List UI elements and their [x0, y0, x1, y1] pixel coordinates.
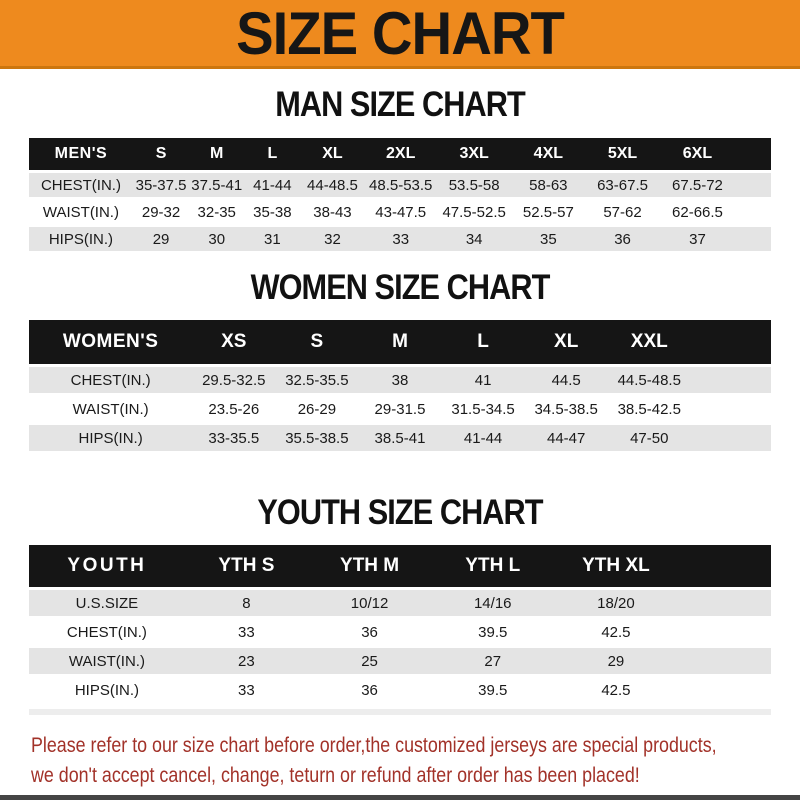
table-row — [29, 227, 771, 251]
spacer-cell — [691, 320, 771, 364]
table-row — [29, 425, 771, 451]
size-cell: 44.5-48.5 — [617, 371, 681, 389]
size-cell: 14/16 — [473, 594, 512, 612]
size-cell: 18/20 — [597, 594, 635, 612]
bottom-bar — [0, 795, 800, 800]
footer-line-1: Please refer to our size chart before order,the customized jerseys are special products, — [31, 734, 717, 757]
row-label: WAIST(IN.) — [42, 203, 119, 221]
size-cell: 32 — [324, 230, 341, 248]
womens-header-row — [29, 320, 771, 364]
size-cell: 47-50 — [630, 429, 669, 447]
size-column-header: YTH M — [340, 555, 400, 576]
size-column-header: M — [392, 331, 408, 352]
man-size-table-container — [0, 135, 800, 254]
size-column-header: L — [267, 145, 278, 162]
size-column-header: M — [210, 145, 224, 162]
size-cell: 44-48.5 — [307, 176, 358, 194]
size-cell: 31.5-34.5 — [451, 400, 515, 418]
youth-size-table-container — [0, 542, 800, 706]
size-column-header: 4XL — [533, 145, 564, 162]
row-label: WAIST(IN.) — [68, 652, 145, 670]
size-cell: 36 — [614, 230, 631, 248]
size-cell: 39.5 — [478, 681, 508, 699]
size-column-header: 6XL — [682, 145, 713, 162]
spacer-cell — [735, 200, 771, 224]
table-row — [29, 396, 771, 422]
women-size-table-container — [0, 317, 800, 454]
womens-table-label: WOMEN'S — [62, 331, 159, 352]
size-cell: 41 — [474, 371, 492, 389]
women-section-title: WOMEN SIZE CHART — [250, 266, 550, 307]
size-cell: 29 — [152, 230, 170, 248]
size-column-header: XXL — [630, 331, 668, 352]
size-cell: 37 — [689, 230, 706, 248]
man-section-title: MAN SIZE CHART — [275, 83, 525, 124]
size-cell: 48.5-53.5 — [369, 176, 433, 194]
size-column-header: 3XL — [459, 145, 489, 162]
size-cell: 23.5-26 — [208, 400, 260, 418]
table-row — [29, 173, 771, 197]
youth-table-label: YOUTH — [67, 555, 147, 576]
size-cell: 42.5 — [601, 681, 631, 699]
size-cell: 39.5 — [478, 623, 508, 641]
table-row — [29, 619, 771, 645]
size-cell: 36 — [361, 623, 378, 641]
size-column-header: S — [310, 331, 324, 352]
size-cell: 8 — [242, 594, 251, 612]
size-cell: 33 — [238, 623, 255, 641]
size-cell: 52.5-57 — [522, 203, 574, 221]
size-cell: 35.5-38.5 — [285, 429, 349, 447]
size-cell: 29.5-32.5 — [202, 371, 266, 389]
footer-note — [0, 715, 800, 791]
spacer-cell — [691, 396, 771, 422]
size-cell: 34.5-38.5 — [534, 400, 598, 418]
size-cell: 47.5-52.5 — [442, 203, 506, 221]
mens-table-label: MEN'S — [54, 145, 108, 162]
spacer-cell — [678, 677, 772, 703]
size-cell: 25 — [361, 652, 378, 670]
row-label: HIPS(IN.) — [74, 681, 139, 699]
table-row — [29, 367, 771, 393]
size-cell: 38.5-42.5 — [617, 400, 681, 418]
youth-section-title: YOUTH SIZE CHART — [257, 491, 543, 532]
row-label: HIPS(IN.) — [48, 230, 114, 248]
size-cell: 33 — [238, 681, 255, 699]
size-cell: 38 — [391, 371, 409, 389]
spacer-cell — [678, 590, 772, 616]
size-cell: 10/12 — [350, 594, 389, 612]
size-cell: 34 — [465, 230, 483, 248]
size-cell: 38-43 — [313, 203, 352, 221]
row-label: HIPS(IN.) — [78, 429, 143, 447]
size-cell: 53.5-58 — [448, 176, 500, 194]
size-cell: 62-66.5 — [672, 203, 723, 221]
row-label: CHEST(IN.) — [66, 623, 147, 641]
table-row — [29, 200, 771, 224]
size-cell: 42.5 — [601, 623, 631, 641]
size-column-header: YTH XL — [582, 555, 650, 576]
size-cell: 43-47.5 — [375, 203, 427, 221]
size-cell: 57-62 — [603, 203, 642, 221]
banner — [0, 0, 800, 69]
size-cell: 32.5-35.5 — [285, 371, 349, 389]
size-column-header: XS — [221, 331, 247, 352]
size-cell: 31 — [264, 230, 281, 248]
size-cell: 29 — [607, 652, 625, 670]
size-cell: 29-32 — [141, 203, 181, 221]
table-row — [29, 677, 771, 703]
spacer-cell — [678, 545, 772, 587]
mens-header-row — [29, 138, 771, 170]
size-column-header: XL — [554, 331, 579, 352]
size-cell: 35-37.5 — [135, 176, 187, 194]
row-label: CHEST(IN.) — [70, 371, 151, 389]
size-column-header: S — [155, 145, 167, 162]
row-label: WAIST(IN.) — [72, 400, 149, 418]
row-label: CHEST(IN.) — [40, 176, 121, 194]
spacer-cell — [735, 138, 771, 170]
size-cell: 63-67.5 — [597, 176, 648, 194]
size-cell: 27 — [484, 652, 502, 670]
table-row — [29, 648, 771, 674]
size-cell: 33-35.5 — [208, 429, 260, 447]
size-cell: 38.5-41 — [374, 429, 426, 447]
banner-title: SIZE CHART — [236, 0, 564, 67]
size-cell: 41-44 — [253, 176, 292, 194]
mens-size-table — [29, 135, 771, 254]
size-cell: 44-47 — [546, 429, 586, 447]
size-column-header: XL — [322, 145, 343, 162]
size-cell: 44.5 — [551, 371, 581, 389]
row-label: U.S.SIZE — [75, 594, 139, 612]
size-cell: 67.5-72 — [672, 176, 723, 194]
size-column-header: YTH S — [218, 555, 275, 576]
size-cell: 36 — [361, 681, 378, 699]
spacer-cell — [678, 648, 772, 674]
size-cell: 23 — [238, 652, 255, 670]
size-cell: 58-63 — [529, 176, 568, 194]
youth-size-table — [29, 542, 771, 706]
footer-line-2: we don't accept cancel, change, teturn or refund after order has been placed! — [31, 764, 640, 787]
size-column-header: YTH L — [465, 555, 521, 576]
size-cell: 26-29 — [297, 400, 337, 418]
size-cell: 30 — [208, 230, 226, 248]
spacer-cell — [735, 227, 771, 251]
size-column-header: L — [477, 331, 489, 352]
size-cell: 35 — [540, 230, 557, 248]
spacer-cell — [735, 173, 771, 197]
womens-size-table — [29, 317, 771, 454]
size-column-header: 5XL — [607, 145, 638, 162]
size-cell: 37.5-41 — [191, 176, 243, 194]
spacer-cell — [691, 425, 771, 451]
size-cell: 32-35 — [197, 203, 236, 221]
youth-header-row — [29, 545, 771, 587]
size-cell: 41-44 — [463, 429, 503, 447]
size-cell: 35-38 — [253, 203, 292, 221]
size-cell: 33 — [392, 230, 410, 248]
size-cell: 29-31.5 — [374, 400, 426, 418]
spacer-cell — [691, 367, 771, 393]
size-column-header: 2XL — [386, 145, 416, 162]
spacer-cell — [678, 619, 772, 645]
table-row — [29, 590, 771, 616]
